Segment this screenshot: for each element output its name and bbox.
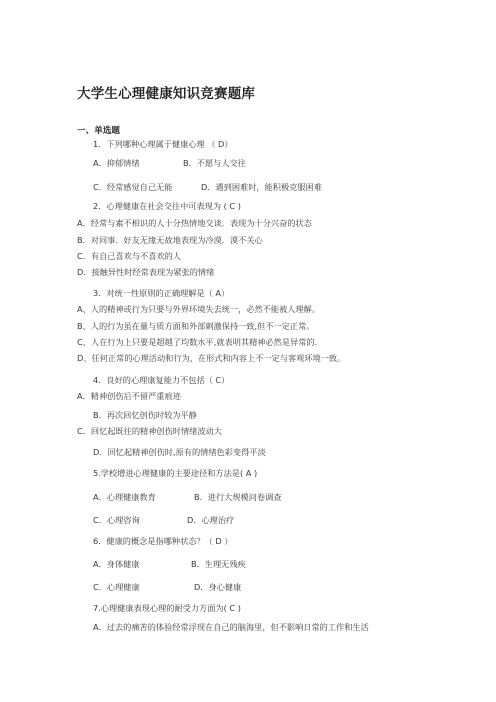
question-7: 7.心理健康表现心理的耐受力方面为( C ) bbox=[93, 603, 241, 613]
question-1: 1．下列哪种心理属于健康心理 （ D） bbox=[93, 139, 233, 149]
q7-option-a: A．过去的痛苦的体验经常浮现在自己的脑海里，但不影响日常的工作和生活 bbox=[93, 622, 369, 632]
section-heading: 一、单选题 bbox=[77, 126, 120, 136]
q2-option-b: B．对同事．好友无缘无故地表现为冷漠．漠不关心 bbox=[77, 235, 263, 245]
question-3: 3．对统一性原则的正确理解是（ A） bbox=[93, 288, 230, 298]
question-4: 4．良好的心理康复能力不包括（ C） bbox=[93, 375, 230, 385]
q4-option-b: B．再次回忆创伤时较为平静 bbox=[93, 410, 197, 420]
q5-option-c: C．心理咨询 bbox=[93, 515, 140, 525]
q5-option-a: A．心理健康教育 bbox=[93, 492, 156, 502]
q6-option-a: A．身体健康 bbox=[93, 559, 140, 569]
q1-option-a: A．抑郁情绪 bbox=[93, 158, 140, 168]
q3-option-a: A、人的精神或行为只要与外界环境失去统一，必然不能被人理解。 bbox=[77, 304, 321, 314]
question-5: 5.学校增进心理健康的主要途径和方法是( A ) bbox=[93, 468, 258, 478]
q5-option-d: D．心理治疗 bbox=[187, 515, 235, 525]
q6-option-b: B．生理无残疾 bbox=[191, 559, 246, 569]
q6-option-c: C．心理健康 bbox=[93, 582, 140, 592]
q3-option-d: D、任何正常的心理活动和行为，在形式和内容上不一定与客观环境一致。 bbox=[77, 353, 346, 363]
q4-option-c: C．回忆起既往的精神创伤时情绪波动大 bbox=[77, 426, 222, 436]
q1-option-b: B．不愿与人交往 bbox=[183, 158, 246, 168]
q3-option-c: C、人在行为上只要是超越了均数水平,就表明其精神必然是异常的. bbox=[77, 337, 318, 347]
q1-option-d: D．遇到困难时，能积极克服困难 bbox=[201, 182, 322, 192]
q4-option-d: D．回忆起精神创伤时,原有的情绪色彩变得平淡 bbox=[93, 447, 266, 457]
q4-option-a: A．精神创伤后不留严重痕迹 bbox=[77, 391, 181, 401]
q2-option-c: C．有自己喜欢与不喜欢的人 bbox=[77, 251, 181, 261]
q3-option-b: B、人的行为虽在量与质方面和外部刺激保持一致,但不一定正常。 bbox=[77, 321, 315, 331]
q5-option-b: B．进行大规模问卷调查 bbox=[194, 492, 282, 502]
question-6: 6．健康的概念是指哪种状态？（ D ） bbox=[93, 536, 233, 546]
question-2: 2．心理健康在社会交往中可表现为 ( C ) bbox=[93, 201, 241, 211]
q2-option-a: A．经常与素不相识的人十分热情地交谈．表现为十分兴奋的状态 bbox=[77, 218, 312, 228]
q2-option-d: D．接触异性时经常表现为紧张的情绪 bbox=[77, 267, 215, 277]
q1-option-c: C．经常感觉自己无能 bbox=[93, 182, 173, 192]
document-title: 大学生心理健康知识竞赛题库 bbox=[77, 86, 256, 102]
q6-option-d: D．身心健康 bbox=[194, 582, 242, 592]
